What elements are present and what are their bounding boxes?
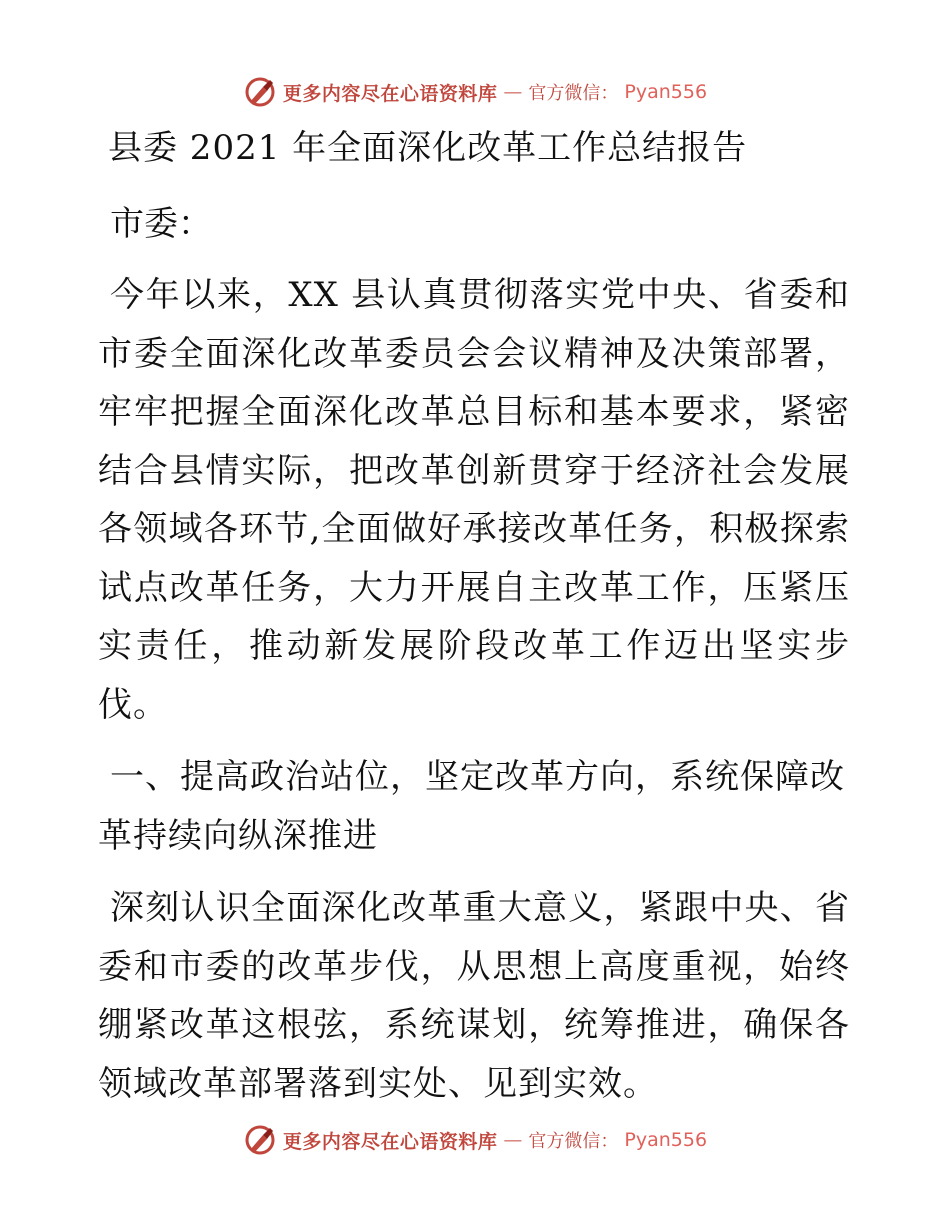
watermark-brand: 更多内容尽在心语资料库 xyxy=(282,1130,498,1153)
watermark-footer xyxy=(0,1120,950,1160)
watermark-header xyxy=(0,72,950,112)
pen-logo-icon xyxy=(243,75,277,109)
watermark-label: 官方微信： xyxy=(528,1131,619,1152)
intro-paragraph: 今年以来，XX 县认真贯彻落实党中央、省委和市委全面深化改革委员会会议精神及决策部署，牢牢把握全面深化改革总目标和基本要求，紧密结合县情实际，把改革创新贯穿于经济社会发展各领域各环节,全面做好承接改革任务，积极探索试点改革任务，大力开展自主改革工作，压紧压实责任，推动新发展阶段改革工作迈出坚实步伐。 xyxy=(98,275,850,725)
watermark-separator: — xyxy=(503,81,523,103)
pen-logo-icon xyxy=(243,1123,277,1157)
document-body xyxy=(98,120,850,1113)
section-1-paragraph: 深刻认识全面深化改革重大意义，紧跟中央、省委和市委的改革步伐，从思想上高度重视，始终绷紧改革这根弦，系统谋划，统筹推进，确保各领域改革部署落到实处、见到实效。 xyxy=(98,888,850,1104)
salutation: 市委： xyxy=(110,204,212,244)
section-heading-1: 一、提高政治站位，坚定改革方向，系统保障改革持续向纵深推进 xyxy=(98,757,845,856)
watermark-brand: 更多内容尽在心语资料库 xyxy=(282,82,498,105)
watermark-wechat-id: Pyan556 xyxy=(624,81,708,103)
watermark-label: 官方微信： xyxy=(528,83,619,104)
watermark-separator: — xyxy=(503,1129,523,1151)
document-title: 县委 2021 年全面深化改革工作总结报告 xyxy=(108,128,748,168)
watermark-wechat-id: Pyan556 xyxy=(624,1129,708,1151)
